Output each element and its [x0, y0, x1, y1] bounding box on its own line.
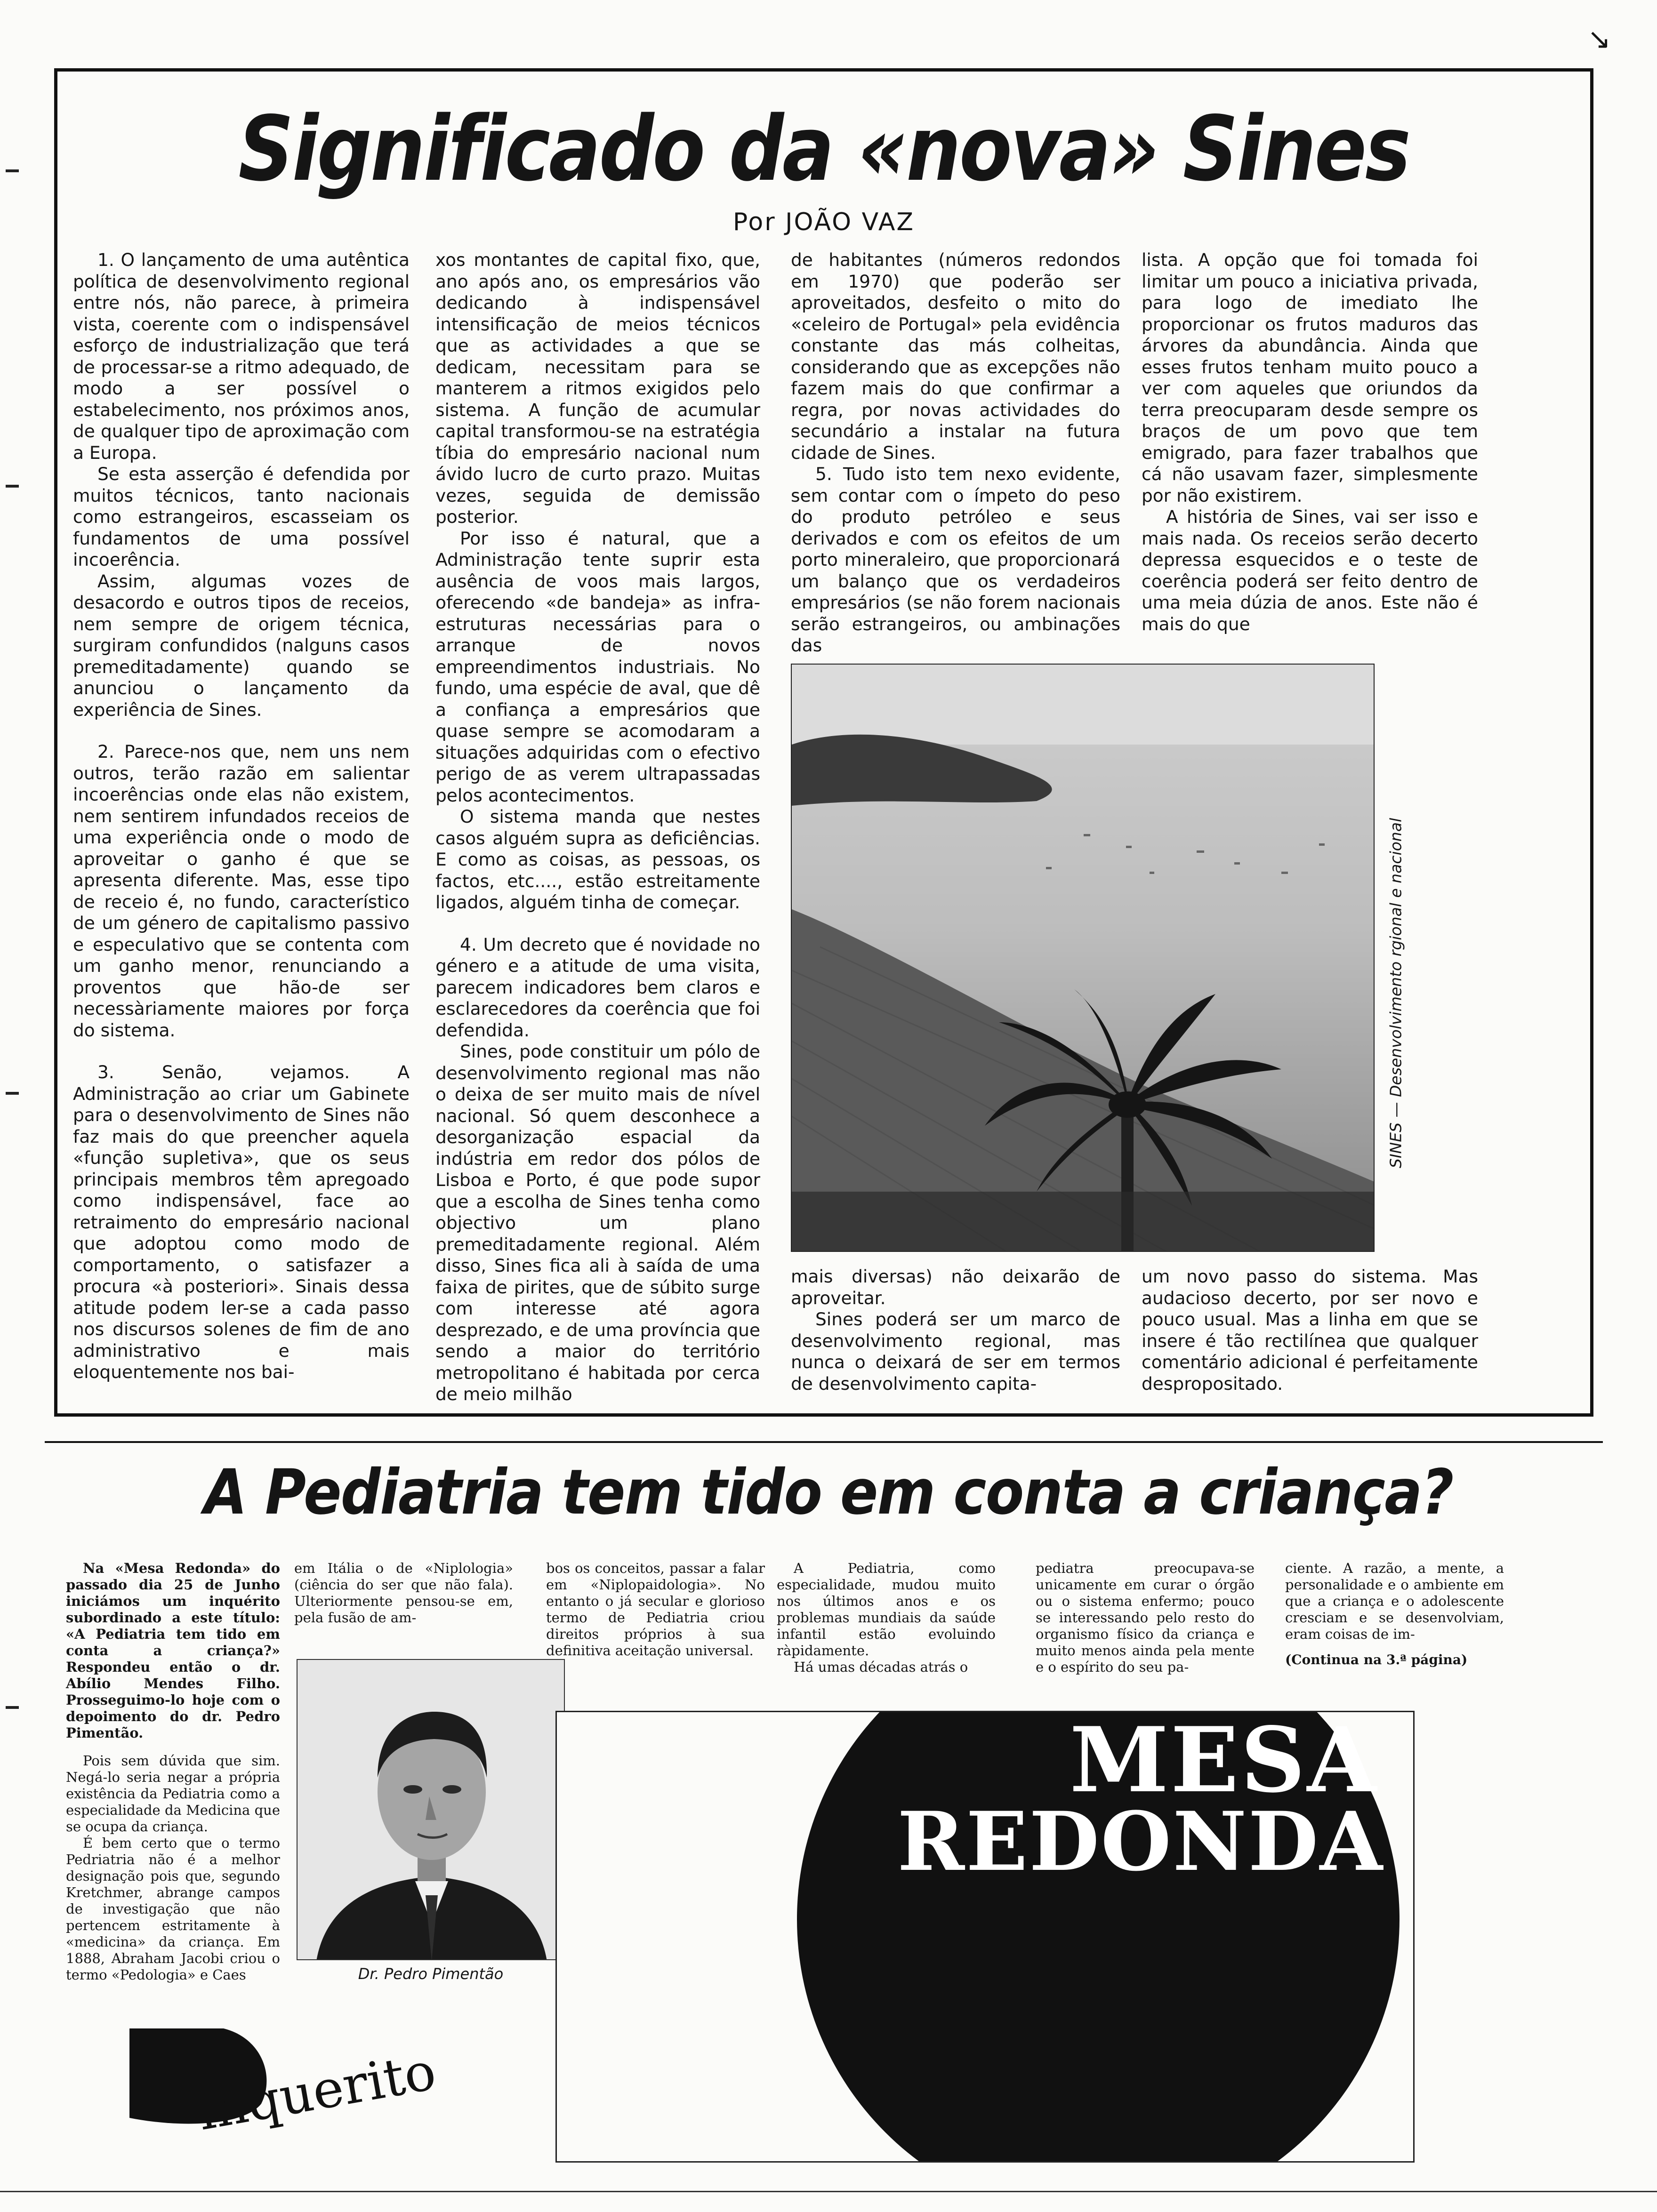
portrait-photo	[297, 1659, 565, 1960]
paragraph: de habitantes (números redondos em 1970) que poderão ser aproveitados, desfeito o mito do «celeiro de Portugal» pela evidência constante das más colheitas, considerando que as excepções não fazem mais do que confirmar a regra, por novas actividades do secundário a instalar na futura cidade de Sines.	[791, 249, 1120, 463]
pediatria-column-6	[1285, 1560, 1504, 1643]
paragraph: ciente. A razão, a mente, a personalidade e o ambiente em que a criança e o adolescente cresciam e se desenvolviam, eram coisas de im-	[1285, 1560, 1504, 1642]
pediatria-column-1	[66, 1560, 280, 1983]
paragraph: lista. A opção que foi tomada foi limitar um pouco a iniciativa privada, para logo de imediato lhe proporcionar os frutos maduros das árvores da abundância. Ainda que esses frutos tenham muito pouco a ver com aqueles que oriundos da terra preocuparam desde sempre os braços de um povo que tem emigrado, para fazer trabalhos que cá não usavam fazer, simplesmente por não existirem.	[1142, 249, 1478, 506]
paragraph: pediatra preocupava-se unicamente em curar o órgão ou o sistema enfermo; pouco se interessando pelo resto do organismo físico da criança e muito menos ainda pela mente e o espírito do seu pa-	[1036, 1560, 1255, 1675]
margin-tick	[6, 1092, 19, 1095]
portrait-caption: Dr. Pedro Pimentão	[358, 1965, 504, 1983]
article-column-4-bottom	[1142, 1266, 1478, 1395]
article-column-3-top	[791, 249, 1120, 657]
paragraph: Se esta asserção é defendida por muitos técnicos, tanto nacionais como estrangeiros, escasseiam os fundamentos de uma possível incoerência.	[73, 464, 410, 570]
article-column-3-bottom	[791, 1266, 1120, 1395]
paragraph: 5. Tudo isto tem nexo evidente, sem contar com o ímpeto do peso do produto petróleo e seus derivados e com os efeitos de um porto mineraleiro, que proporcionará um balanço que os verdadeiros empresários (se não forem nacionais serão estrangeiros, ou ambinações das	[791, 464, 1120, 656]
article-column-1	[73, 249, 410, 1383]
paragraph: mais diversas) não deixarão de aproveitar.	[791, 1266, 1120, 1308]
section-divider	[45, 1441, 1603, 1443]
person-portrait-image	[298, 1660, 565, 1960]
paragraph: 1. O lançamento de uma autêntica política de desenvolvimento regional entre nós, não parece, à primeira vista, coerente com o indispensável esforço de industrialização que terá de processar-se a ritmo adequado, de modo a ser possível o estabelecimento, nos próximos anos, de qualquer tipo de aproximação com a Europa.	[73, 249, 410, 463]
paragraph: A Pediatria, como especialidade, mudou muito nos últimos anos e os problemas mundiais da saúde infantil estão evoluindo ràpidamente.	[777, 1560, 996, 1659]
inquerito-label: inquerito	[193, 2041, 441, 2142]
paragraph: 2. Parece-nos que, nem uns nem outros, terão razão em salientar incoerências onde elas não existem, nem sentirem infundados receios de uma experiência onde o modo de aproveitar o ganho é que se apresenta diferente. Mas, esse tipo de receio é, no fundo, característico de um género de capitalismo passivo e especulativo que se contenta com um ganho menor, renunciando a proventos que hão-de ser necessàriamente maiores por força do sistema.	[73, 741, 410, 1041]
pediatria-column-5	[1036, 1560, 1255, 1675]
intro-paragraph: Na «Mesa Redonda» do passado dia 25 de Junho iniciámos um inquérito subordinado a este título: «A Pediatria tem tido em conta a criança?» Respondeu então o dr. Abílio Mendes Filho. Prosseguimo-lo hoje com o depoimento do dr. Pedro Pimentão.	[66, 1560, 280, 1741]
paragraph: É bem certo que o termo Pedriatria não é a melhor designação pois que, segundo Kretchmer, abrange campos de investigação que não pertencem estritamente à «medicina» da criança. Em 1888, Abraham Jacobi criou o termo «Pedologia» e Caes	[66, 1835, 280, 1983]
pediatria-column-3	[546, 1560, 765, 1659]
paragraph: um novo passo do sistema. Mas audacioso decerto, por ser novo e pouco usual. Mas a linha em que se insere é tão rectilínea que qualquer comentário adicional é perfeitamente despropositado.	[1142, 1266, 1478, 1394]
sines-photo	[791, 664, 1375, 1252]
paragraph: O sistema manda que nestes casos alguém supra as deficiências. E como as coisas, as pessoas, os factos, etc...., estão estreitamente ligados, alguém tinha de começar.	[435, 806, 760, 913]
article-byline: Por JOÃO VAZ	[732, 208, 915, 236]
paragraph: 4. Um decreto que é novidade no género e a atitude de uma visita, parecem indicadores bem claros e esclarecedores da coerência que foi defendida.	[435, 934, 760, 1041]
paragraph: Por isso é natural, que a Administração tente suprir esta ausência de voos mais largos, oferecendo «de bandeja» as infra-estruturas necessárias para o arranque de novos empreendimentos industriais. No fundo, uma espécie de aval, que dê a confiança a empresários que quase sempre se acomodaram a situações adquiridas com o efectivo perigo de as verem ultrapassadas pelos acontecimentos.	[435, 528, 760, 806]
paragraph: A história de Sines, vai ser isso e mais nada. Os receios serão decerto depressa esquecidos e o teste de coerência poderá ser feito dentro de uma meia dúzia de anos. Este não é mais do que	[1142, 506, 1478, 634]
paragraph: em Itália o de «Niplologia» (ciência do ser que não fala). Ulteriormente pensou-se em, pela fusão de am-	[294, 1560, 513, 1626]
continuation-note: (Continua na 3.ª página)	[1285, 1652, 1468, 1667]
paragraph: xos montantes de capital fixo, que, ano após ano, os empresários vão dedicando à indispensável intensificação de meios técnicos que as actividades a que se dedicam, necessitam para se manterem a ritmos exigidos pelo sistema. A função de acumular capital transformou-se na estratégia tíbia do empresário nacional num ávido lucro de curto prazo. Muitas vezes, seguida de demissão posterior.	[435, 249, 760, 527]
pediatria-column-2	[294, 1560, 513, 1626]
corner-mark: ↘	[1587, 23, 1611, 56]
article-column-2	[435, 249, 760, 1405]
paragraph: Assim, algumas vozes de desacordo e outros tipos de receios, nem sempre de origem técnica, surgiram confundidos (nalguns casos premeditadamente) quando se anunciou o lançamento da experiência de Sines.	[73, 570, 410, 720]
page-bottom-rule	[0, 2191, 1657, 2192]
pediatria-headline: A Pediatria tem tido em conta a criança?	[204, 1456, 1453, 1529]
photo-caption: SINES — Desenvolvimento rgional e nacional	[1386, 817, 1405, 1169]
margin-tick	[6, 169, 19, 172]
paragraph: bos os conceitos, passar a falar em «Niplopaidologia». No entanto o já secular e glorioso termo de Pediatria criou direitos próprios à sua definitiva aceitação universal.	[546, 1560, 765, 1659]
pediatria-column-4	[777, 1560, 996, 1675]
mesa-redonda-wordmark: MESA REDONDA	[897, 1707, 1384, 1889]
article-headline: Significado da «nova» Sines	[238, 97, 1409, 201]
paragraph: Pois sem dúvida que sim. Negá-lo seria negar a própria existência da Pediatria como a especialidade da Medicina que se ocupa da criança.	[66, 1753, 280, 1835]
coastline-image	[792, 665, 1375, 1252]
paragraph: Há umas décadas atrás o	[794, 1659, 968, 1675]
paragraph: 3. Senão, vejamos. A Administração ao criar um Gabinete para o desenvolvimento de Sines não faz mais do que preencher aquela «função supletiva», que os seus principais membros têm apregoado como indispensável, face ao retraimento do empresário nacional que adoptou como modo de comportamento, o satisfazer a procura «à posteriori». Sinais dessa atitude podem ler-se a cada passo nos discursos solenes de fim de ano administrativo e mais eloquentemente nos bai-	[73, 1062, 410, 1382]
article-column-4-top	[1142, 249, 1478, 635]
paragraph: Sines poderá ser um marco de desenvolvimento regional, mas nunca o deixará de ser em termos de desenvolvimento capita-	[791, 1309, 1120, 1394]
margin-tick	[6, 1706, 19, 1709]
margin-tick	[6, 485, 19, 488]
paragraph: Sines, pode constituir um pólo de desenvolvimento regional mas não o deixa de ser muito mais de nível nacional. Só quem desconhece a desorganização espacial da indústria em redor dos pólos de Lisboa e Porto, é que pode supor que a escolha de Sines tenha como objectivo um plano premeditadamente regional. Além disso, Sines fica ali à saída de uma faixa de pirites, que de súbito surge com interesse até agora desprezado, e de uma província que sendo a maior do território metropolitano é habitada por cerca de meio milhão	[435, 1041, 760, 1404]
